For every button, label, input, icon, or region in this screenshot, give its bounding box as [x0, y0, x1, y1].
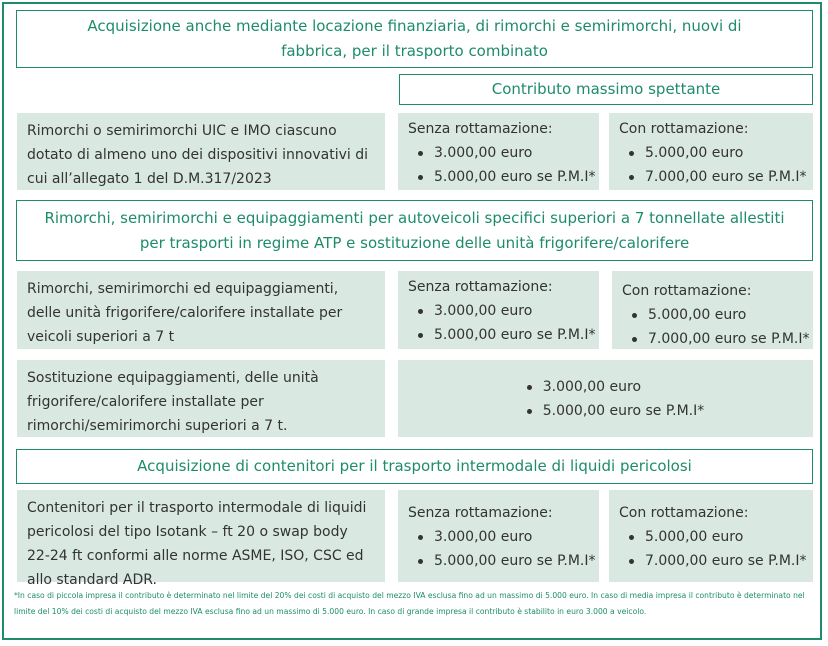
con-title: Con rottamazione:: [619, 121, 749, 137]
amount-item: 3.000,00 euro: [517, 375, 704, 399]
con-title: Con rottamazione:: [622, 283, 752, 299]
amount-item: 3.000,00 euro: [408, 525, 591, 549]
amount-item: 5.000,00 euro: [622, 303, 805, 327]
amount-item: 5.000,00 euro: [619, 525, 805, 549]
senza-title: Senza rottamazione:: [408, 121, 553, 137]
amount-item: 3.000,00 euro: [408, 141, 591, 165]
section1-row-description: Rimorchi o semirimorchi UIC e IMO ciascuno dotato di almeno uno dei dispositivi innovativi di cui all’allegato 1 del D.M.317/2023: [17, 113, 385, 190]
section2-row1-description: Rimorchi, semirimorchi ed equipaggiamenti, delle unità frigorifere/calorifere installate per veicoli superiori a 7 t: [17, 271, 385, 349]
amount-item: 7.000,00 euro se P.M.I*: [619, 165, 805, 189]
section2-row1-senza-box: [398, 271, 599, 349]
section2-row1-con-box: [612, 271, 813, 349]
section3-senza-box: [398, 490, 599, 582]
section1-senza-box: [398, 113, 599, 190]
senza-title: Senza rottamazione:: [408, 279, 553, 295]
amount-item: 5.000,00 euro se P.M.I*: [517, 399, 704, 423]
amount-item: 5.000,00 euro se P.M.I*: [408, 549, 591, 573]
amount-item: 5.000,00 euro: [619, 141, 805, 165]
amount-item: 7.000,00 euro se P.M.I*: [619, 549, 805, 573]
con-title: Con rottamazione:: [619, 505, 749, 521]
section3-con-box: [609, 490, 813, 582]
section3-title: Acquisizione di contenitori per il trasporto intermodale di liquidi pericolosi: [16, 449, 813, 484]
section2-title: Rimorchi, semirimorchi e equipaggiamenti per autoveicoli specifici superiori a 7 tonnellate allestiti per trasporti in regime ATP e sostituzione delle unità frigorifere/calorifere: [16, 200, 813, 261]
section2-row2-description: Sostituzione equipaggiamenti, delle unità frigorifere/calorifere installate per rimorchi/semirimorchi superiori a 7 t.: [17, 360, 385, 437]
amount-item: 7.000,00 euro se P.M.I*: [622, 327, 805, 351]
section1-con-box: [609, 113, 813, 190]
amount-item: 3.000,00 euro: [408, 299, 591, 323]
amount-item: 5.000,00 euro se P.M.I*: [408, 323, 591, 347]
senza-title: Senza rottamazione:: [408, 505, 553, 521]
amount-item: 5.000,00 euro se P.M.I*: [408, 165, 591, 189]
contribution-header: Contributo massimo spettante: [399, 74, 813, 105]
section2-row2-amounts: [398, 360, 813, 437]
section3-row-description: Contenitori per il trasporto intermodale di liquidi pericolosi del tipo Isotank – ft 20 o swap body 22-24 ft conformi alle norme ASME, ISO, CSC ed allo standard ADR.: [17, 490, 385, 582]
footnote: *In caso di piccola impresa il contributo è determinato nel limite del 20% dei costi di acquisto del mezzo IVA esclusa fino ad un massimo di 5.000 euro. In caso di media impresa il contributo è determinato nel limite del 10% dei costi di acquisto del mezzo IVA esclusa fino ad un massimo di 5.000 euro. In caso di grande impresa il contributo è stabilito in euro 3.000 a veicolo.: [14, 591, 805, 616]
section1-title: Acquisizione anche mediante locazione finanziaria, di rimorchi e semirimorchi, nuovi di fabbrica, per il trasporto combinato: [16, 10, 813, 68]
